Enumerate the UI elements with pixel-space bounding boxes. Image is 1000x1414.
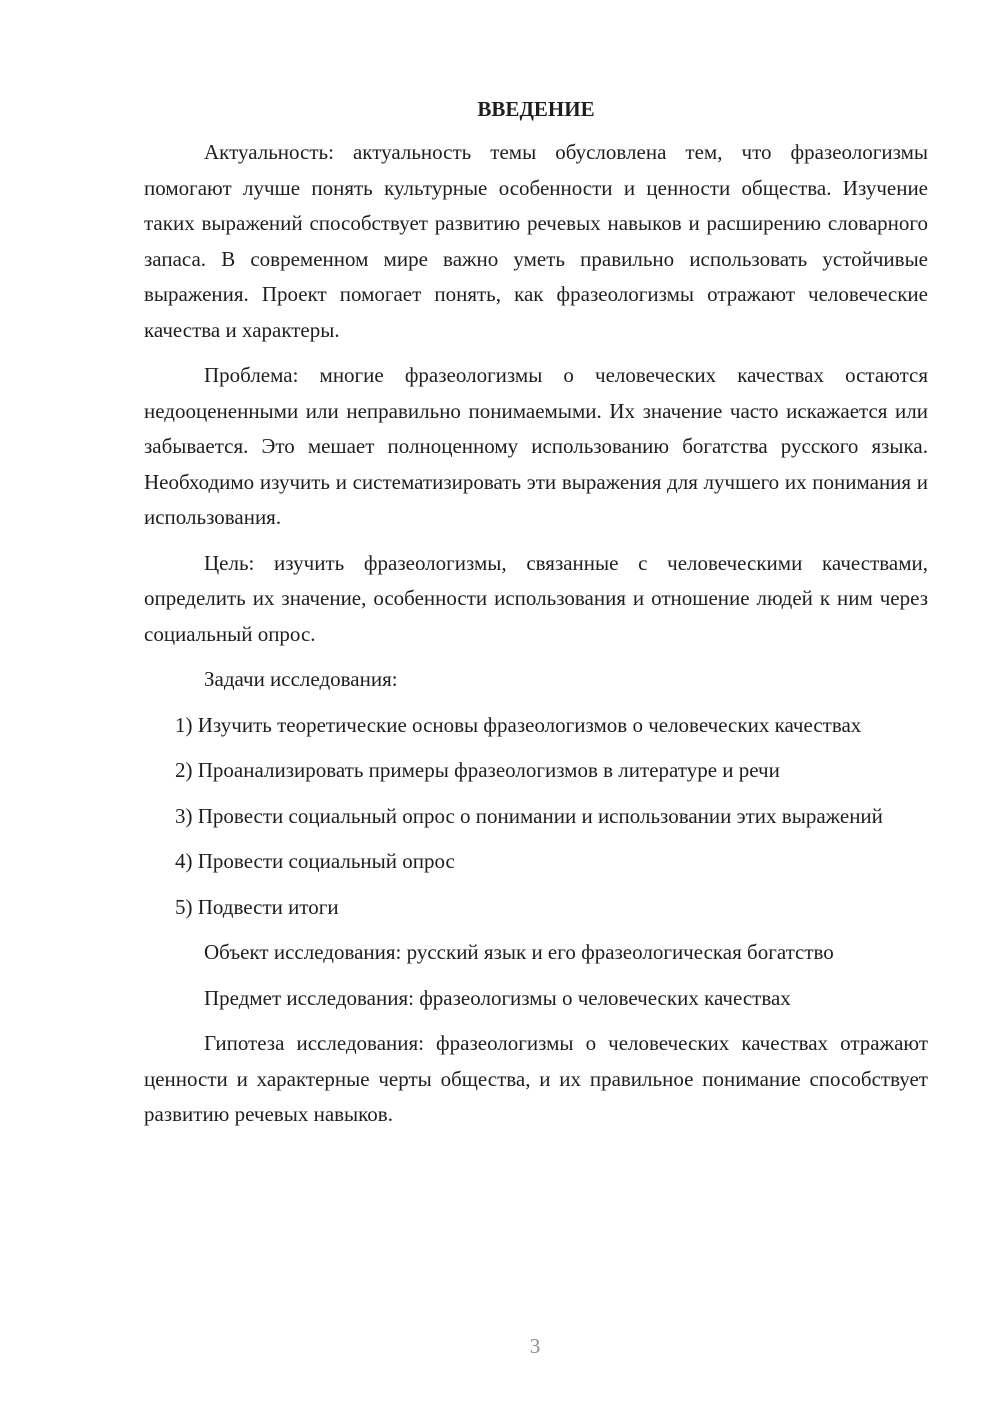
tasks-heading: Задачи исследования: bbox=[204, 667, 398, 691]
object-paragraph: Объект исследования: русский язык и его фразеологическая богатство bbox=[204, 940, 834, 964]
task-item: 4) Провести социальный опрос bbox=[175, 849, 455, 873]
task-item: 3) Провести социальный опрос о понимании и использовании этих выражений bbox=[175, 803, 883, 828]
page-content bbox=[144, 92, 928, 1143]
problem-paragraph: Проблема: многие фразеологизмы о человеческих качествах остаются недооцененными или неправильно понимаемыми. Их значение часто искажается или забывается. Это мешает полноценному использованию богатства русского языка. Необходимо изучить и систематизировать эти выражения для лучшего их понимания и использования. bbox=[144, 363, 928, 529]
task-item: 2) Проанализировать примеры фразеологизмов в литературе и речи bbox=[175, 758, 780, 782]
page-number: 3 bbox=[529, 1334, 541, 1358]
task-item: 5) Подвести итоги bbox=[175, 894, 339, 919]
page-title: ВВЕДЕНИЕ bbox=[477, 97, 595, 121]
relevance-paragraph: Актуальность: актуальность темы обусловлена тем, что фразеологизмы помогают лучше понять культурные особенности и ценности общества. Изучение таких выражений способствует развитию речевых навыков и расширению словарного запаса. В современном мире важно уметь правильно использовать устойчивые выражения. Проект помогает понять, как фразеологизмы отражают человеческие качества и характеры. bbox=[144, 140, 928, 342]
task-item: 1) Изучить теоретические основы фразеологизмов о человеческих качествах bbox=[175, 712, 862, 737]
hypothesis-paragraph: Гипотеза исследования: фразеологизмы о человеческих качествах отражают ценности и характерные черты общества, и их правильное понимание способствует развитию речевых навыков. bbox=[144, 1031, 928, 1126]
subject-paragraph: Предмет исследования: фразеологизмы о человеческих качествах bbox=[204, 985, 791, 1010]
goal-paragraph: Цель: изучить фразеологизмы, связанные с человеческими качествами, определить их значение, особенности использования и отношение людей к ним через социальный опрос. bbox=[144, 550, 928, 646]
